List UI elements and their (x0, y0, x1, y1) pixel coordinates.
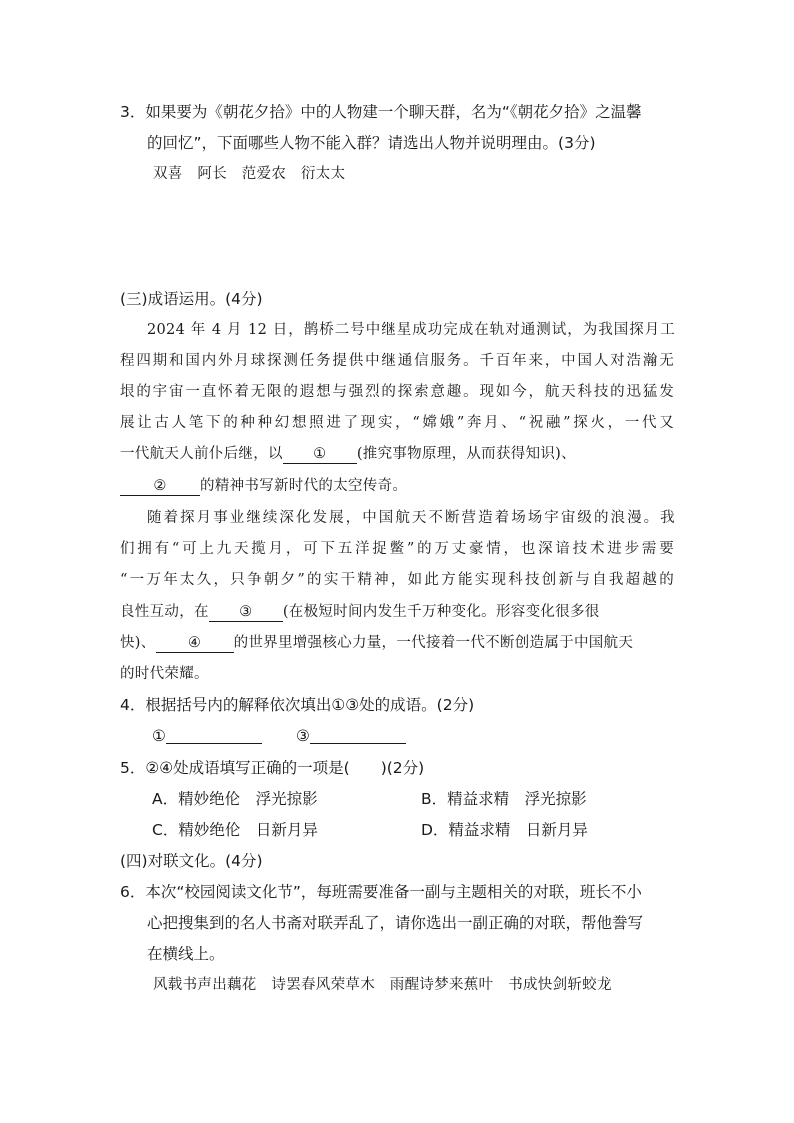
passage-p1-line-1: 2024 年 4 月 12 日，鹊桥二号中继星成功完成在轨对通测试，为我国探月工 (147, 322, 675, 338)
passage-p2-line-6: 的时代荣耀。 (120, 666, 209, 682)
passage-p2-line-2: 们拥有“可上九天揽月，可下五洋捉鳖”的万丈豪情，也深谙技术进步需要 (120, 541, 674, 557)
answer-marker: ③ (296, 727, 310, 745)
passage-text: (推究事物原理，从而获得知识)、 (356, 446, 576, 462)
answer-3-blank[interactable] (310, 725, 406, 744)
passage-p1-line-2: 程四期和国内外月球探测任务提供中继通信服务。千百年来，中国人对浩瀚无 (120, 353, 674, 369)
passage-text: 的世界里增强核心力量，一代接着一代不断创造属于中国航天 (233, 635, 634, 651)
passage-p1-line-5 (120, 443, 576, 465)
q4-stem: 4．根据括号内的解释依次填出①③处的成语。(2分) (120, 696, 475, 714)
answer-1-blank[interactable] (166, 725, 262, 744)
passage-p1-line-3: 垠的宇宙一直怀着无限的遐想与强烈的探索意趣。现如今，航天科技的迅猛发 (120, 384, 674, 400)
q3-line-1: 3．如果要为《朝花夕拾》中的人物建一个聊天群，名为“《朝花夕拾》之温馨 (120, 103, 642, 121)
q6-couplet-list: 风载书声出藕花 诗罢春风荣草木 雨醒诗梦来蕉叶 书成快剑斩蛟龙 (153, 977, 612, 993)
blank-3[interactable]: ③ (209, 603, 283, 622)
blank-1[interactable]: ① (283, 445, 357, 464)
q5-option-d[interactable]: D．精益求精 日新月异 (421, 821, 588, 839)
q4-answer-3 (296, 725, 406, 747)
blank-4[interactable]: ④ (156, 634, 234, 653)
q4-answer-1 (152, 725, 262, 747)
answer-marker: ① (152, 727, 166, 745)
passage-p2-line-1: 随着探月事业继续深化发展，中国航天不断营造着场场宇宙级的浪漫。我 (147, 510, 675, 526)
blank-2[interactable]: ② (120, 477, 200, 496)
passage-text: 一代航天人前仆后继，以 (120, 446, 283, 462)
q3-line-2: 的回忆”，下面哪些人物不能入群？请选出人物并说明理由。(3分) (147, 134, 596, 152)
passage-p2-line-4 (120, 601, 600, 623)
passage-text: 快)、 (120, 635, 156, 651)
passage-text: 的精神书写新时代的太空传奇。 (200, 478, 408, 494)
passage-p2-line-3: “一万年太久，只争朝夕”的实干精神，如此方能实现科技创新与自我超越的 (120, 572, 674, 588)
passage-p1-line-6 (120, 475, 407, 497)
q6-line-2: 心把搜集到的名人书斋对联弄乱了，请你选出一副正确的对联，帮他誊写 (147, 914, 644, 932)
q6-line-3: 在横线上。 (147, 945, 225, 963)
q5-option-a[interactable]: A．精妙绝伦 浮光掠影 (152, 790, 318, 808)
q5-option-b[interactable]: B．精益求精 浮光掠影 (421, 790, 587, 808)
q6-line-1: 6．本次“校园阅读文化节”，每班需要准备一副与主题相关的对联，班长不小 (120, 883, 642, 901)
q5-stem: 5．②④处成语填写正确的一项是( )(2分) (120, 759, 425, 777)
passage-p1-line-4: 展让古人笔下的种种幻想照进了现实，“嫦娥”奔月、“祝融”探火，一代又 (120, 415, 674, 431)
q5-option-c[interactable]: C．精妙绝伦 日新月异 (152, 821, 318, 839)
q3-people-list: 双喜 阿长 范爱农 衍太太 (153, 166, 346, 182)
section-4-title: (四)对联文化。(4分) (120, 852, 263, 870)
section-3-title: (三)成语运用。(4分) (120, 290, 263, 308)
passage-text: 良性互动，在 (120, 604, 209, 620)
passage-text: (在极短时间内发生千万种变化。形容变化很多很 (282, 604, 600, 620)
passage-p2-line-5 (120, 632, 633, 654)
